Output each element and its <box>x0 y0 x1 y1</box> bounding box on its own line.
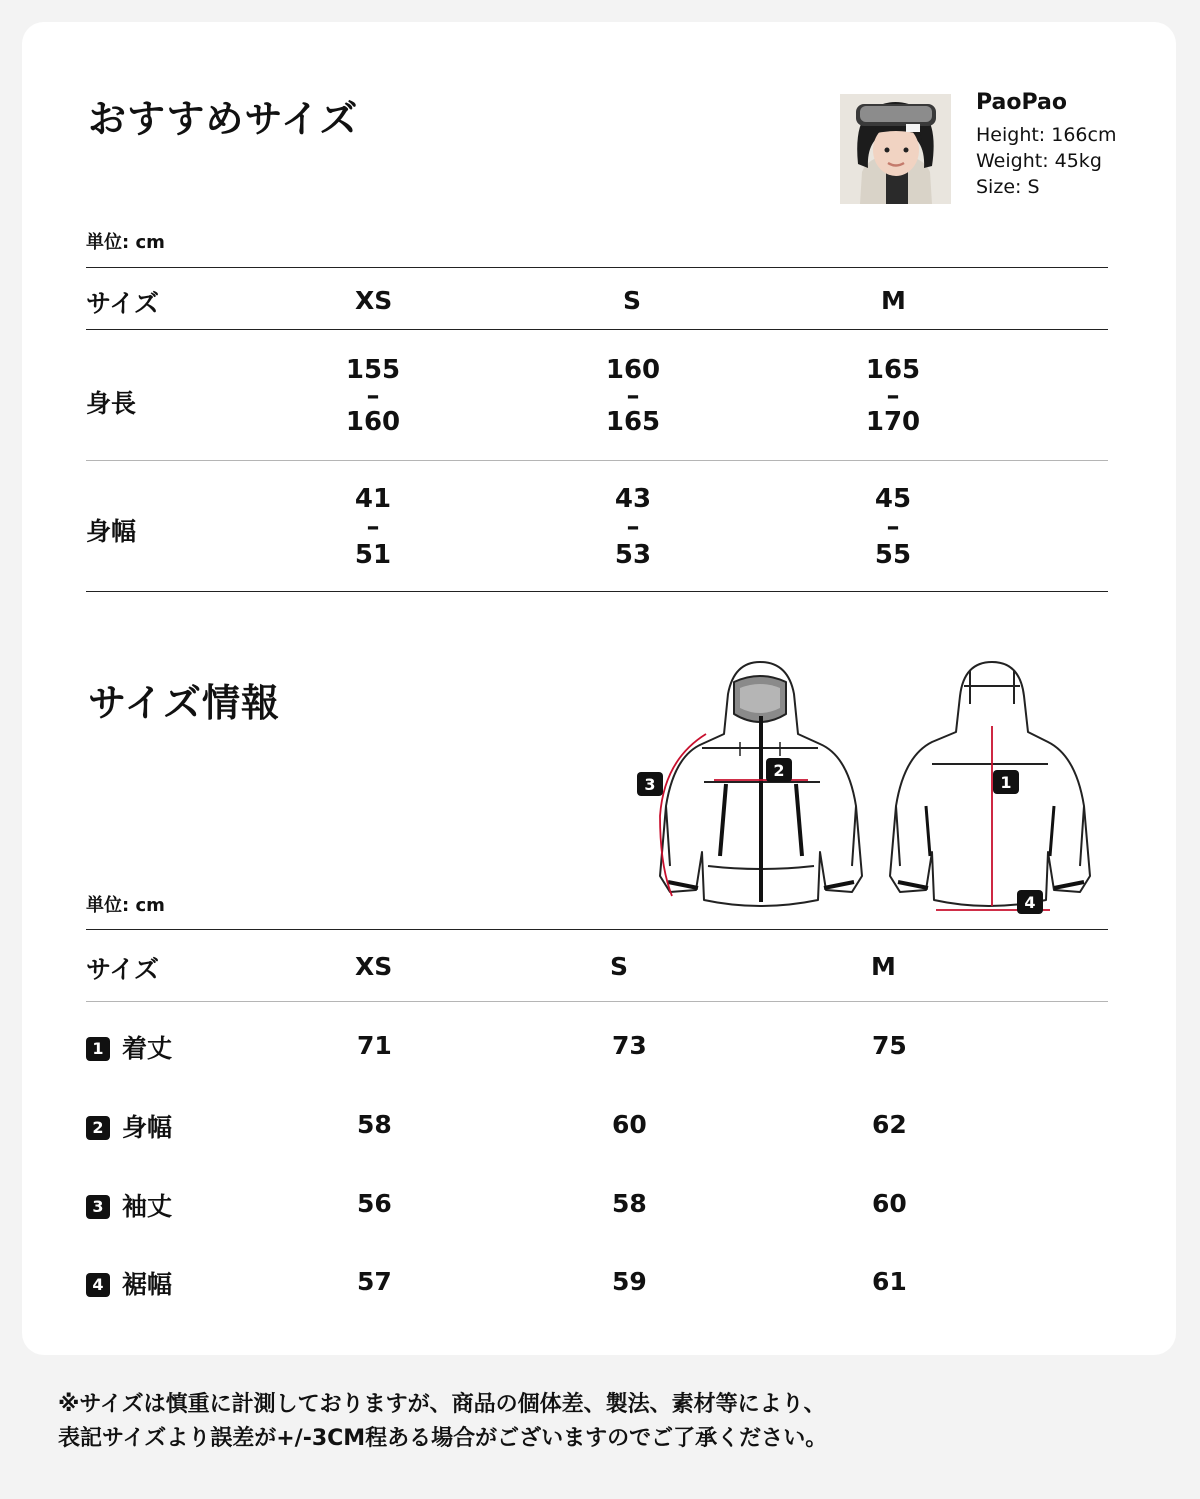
marker-3 <box>637 772 663 796</box>
info-header-m: M <box>871 952 896 981</box>
recommended-unit: 単位: cm <box>86 232 165 253</box>
chest-s: 60 <box>612 1110 647 1139</box>
recommended-size-title: おすすめサイズ <box>88 97 359 141</box>
model-height: Height: 166cm <box>976 124 1117 146</box>
table-rule <box>86 929 1108 930</box>
footnote <box>58 1388 827 1456</box>
table-rule <box>86 329 1108 330</box>
rec-height-m: 165 – 170 <box>865 355 921 437</box>
footnote-line-1: ※サイズは慎重に計測しておりますが、商品の個体差、製法、素材等により、 <box>58 1392 826 1417</box>
rec-chest-m: 45 – 55 <box>874 484 912 570</box>
number-badge: 2 <box>86 1116 110 1140</box>
jacket-diagram <box>630 656 1110 926</box>
table-rule <box>86 1001 1108 1002</box>
hem-s: 59 <box>612 1267 647 1296</box>
size-info-title: サイズ情報 <box>88 681 280 725</box>
info-row-chest: 2 身幅 <box>86 1108 172 1144</box>
svg-text:2: 2 <box>773 761 785 780</box>
info-header-xs: XS <box>355 952 393 981</box>
table-rule <box>86 267 1108 268</box>
rec-height-xs: 155 – 160 <box>345 355 401 437</box>
sleeve-xs: 56 <box>357 1189 392 1218</box>
chest-xs: 58 <box>357 1110 392 1139</box>
info-header-s: S <box>610 952 629 981</box>
svg-text:4: 4 <box>1024 893 1036 912</box>
rec-header-s: S <box>623 286 642 315</box>
model-size: Size: S <box>976 176 1040 198</box>
model-weight: Weight: 45kg <box>976 150 1102 172</box>
size-info-unit: 単位: cm <box>86 895 165 916</box>
chest-m: 62 <box>872 1110 907 1139</box>
svg-text:3: 3 <box>644 775 656 794</box>
hem-xs: 57 <box>357 1267 392 1296</box>
table-rule <box>86 591 1108 592</box>
info-row-length: 1 着丈 <box>86 1029 172 1065</box>
svg-text:1: 1 <box>1000 773 1012 792</box>
length-s: 73 <box>612 1031 647 1060</box>
number-badge: 3 <box>86 1195 110 1219</box>
marker-1 <box>993 770 1019 794</box>
number-badge: 4 <box>86 1273 110 1297</box>
model-photo <box>840 94 951 204</box>
model-name: PaoPao <box>976 90 1067 115</box>
rec-chest-s: 43 – 53 <box>614 484 652 570</box>
footnote-line-2: 表記サイズより誤差が+/-3CM程ある場合がございますのでご了承ください。 <box>58 1426 828 1451</box>
rec-height-s: 160 – 165 <box>605 355 661 437</box>
model-info <box>976 90 1116 200</box>
rec-header-size: サイズ <box>86 289 160 318</box>
rec-chest-xs: 41 – 51 <box>354 484 392 570</box>
marker-4 <box>1017 890 1043 914</box>
table-rule <box>86 460 1108 461</box>
rec-row-label-chest: 身幅 <box>86 517 137 546</box>
rec-header-m: M <box>881 286 906 315</box>
marker-2 <box>766 758 792 782</box>
length-xs: 71 <box>357 1031 392 1060</box>
length-m: 75 <box>872 1031 907 1060</box>
info-row-hem: 4 裾幅 <box>86 1265 172 1301</box>
hem-m: 61 <box>872 1267 907 1296</box>
rec-row-label-height: 身長 <box>86 389 137 418</box>
number-badge: 1 <box>86 1037 110 1061</box>
sleeve-m: 60 <box>872 1189 907 1218</box>
sleeve-s: 58 <box>612 1189 647 1218</box>
rec-header-xs: XS <box>355 286 393 315</box>
info-row-sleeve: 3 袖丈 <box>86 1187 172 1223</box>
info-header-size: サイズ <box>86 955 160 984</box>
